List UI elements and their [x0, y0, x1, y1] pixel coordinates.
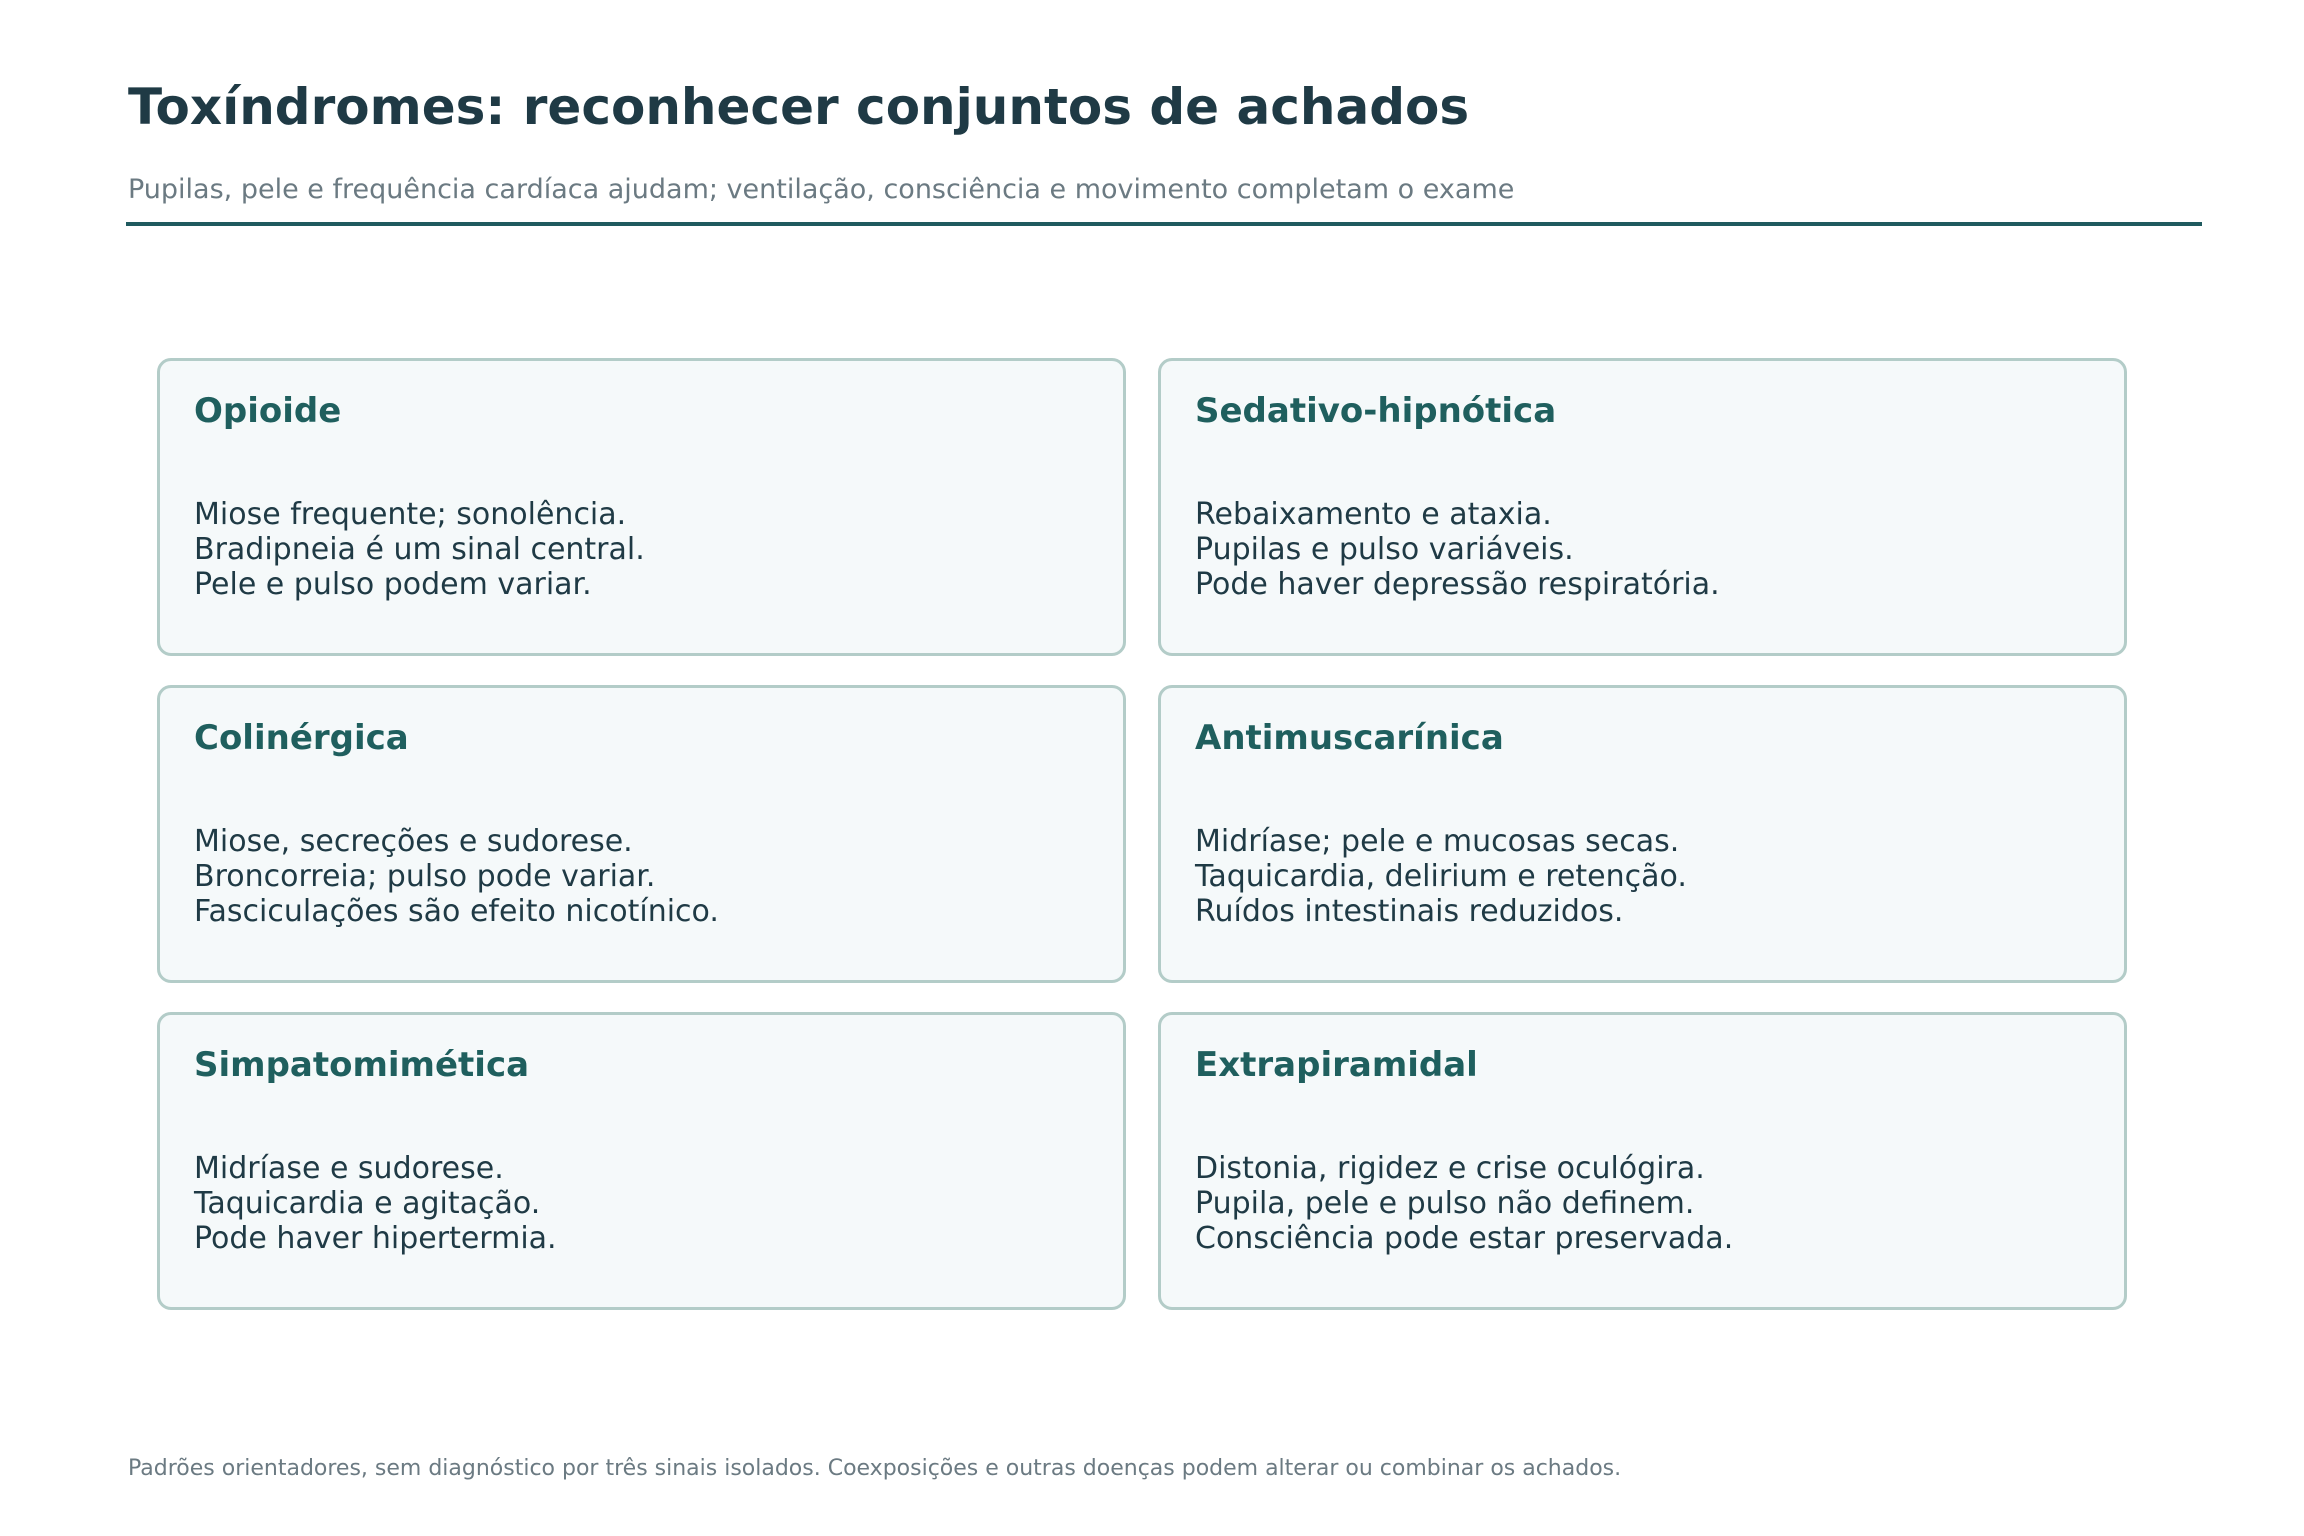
card-simpatomimetica	[157, 1012, 1126, 1310]
footer-note: Padrões orientadores, sem diagnóstico por três sinais isolados. Coexposições e outras doenças podem alterar ou combinar os achados.	[128, 1456, 1622, 1481]
page-subtitle: Pupilas, pele e frequência cardíaca ajudam; ventilação, consciência e movimento completam o exame	[128, 174, 1515, 205]
card-finding: Midríase e sudorese.	[194, 1151, 504, 1186]
card-title: Extrapiramidal	[1195, 1045, 1478, 1085]
card-findings	[194, 1151, 557, 1256]
card-finding: Pode haver depressão respiratória.	[1195, 567, 1720, 602]
card-antimuscarinica	[1158, 685, 2127, 983]
card-finding: Miose, secreções e sudorese.	[194, 824, 633, 859]
card-title: Opioide	[194, 391, 342, 431]
card-finding: Broncorreia; pulso pode variar.	[194, 859, 656, 894]
card-extrapiramidal	[1158, 1012, 2127, 1310]
header	[128, 70, 2202, 205]
card-findings	[194, 497, 645, 602]
card-finding: Miose frequente; sonolência.	[194, 497, 627, 532]
page-title: Toxíndromes: reconhecer conjuntos de achados	[128, 78, 1470, 136]
card-findings	[194, 824, 719, 929]
card-findings	[1195, 1151, 1733, 1256]
card-opioide	[157, 358, 1126, 656]
card-finding: Consciência pode estar preservada.	[1195, 1221, 1734, 1256]
card-title: Sedativo-hipnótica	[1195, 391, 1557, 431]
header-divider	[126, 222, 2202, 226]
card-title: Simpatomimética	[194, 1045, 530, 1085]
toxidrome-grid	[157, 358, 2127, 1310]
card-findings	[1195, 824, 1687, 929]
card-finding: Taquicardia, delirium e retenção.	[1195, 859, 1687, 894]
card-finding: Pupilas e pulso variáveis.	[1195, 532, 1574, 567]
card-findings	[1195, 497, 1720, 602]
card-finding: Ruídos intestinais reduzidos.	[1195, 894, 1624, 929]
card-sedativo-hipnotica	[1158, 358, 2127, 656]
card-finding: Taquicardia e agitação.	[194, 1186, 541, 1221]
card-title: Colinérgica	[194, 718, 409, 758]
card-finding: Bradipneia é um sinal central.	[194, 532, 645, 567]
card-finding: Fasciculações são efeito nicotínico.	[194, 894, 719, 929]
card-title: Antimuscarínica	[1195, 718, 1504, 758]
card-finding: Pupila, pele e pulso não definem.	[1195, 1186, 1695, 1221]
card-colinergica	[157, 685, 1126, 983]
card-finding: Rebaixamento e ataxia.	[1195, 497, 1552, 532]
card-finding: Midríase; pele e mucosas secas.	[1195, 824, 1680, 859]
card-finding: Pele e pulso podem variar.	[194, 567, 592, 602]
card-finding: Distonia, rigidez e crise oculógira.	[1195, 1151, 1705, 1186]
card-finding: Pode haver hipertermia.	[194, 1221, 557, 1256]
